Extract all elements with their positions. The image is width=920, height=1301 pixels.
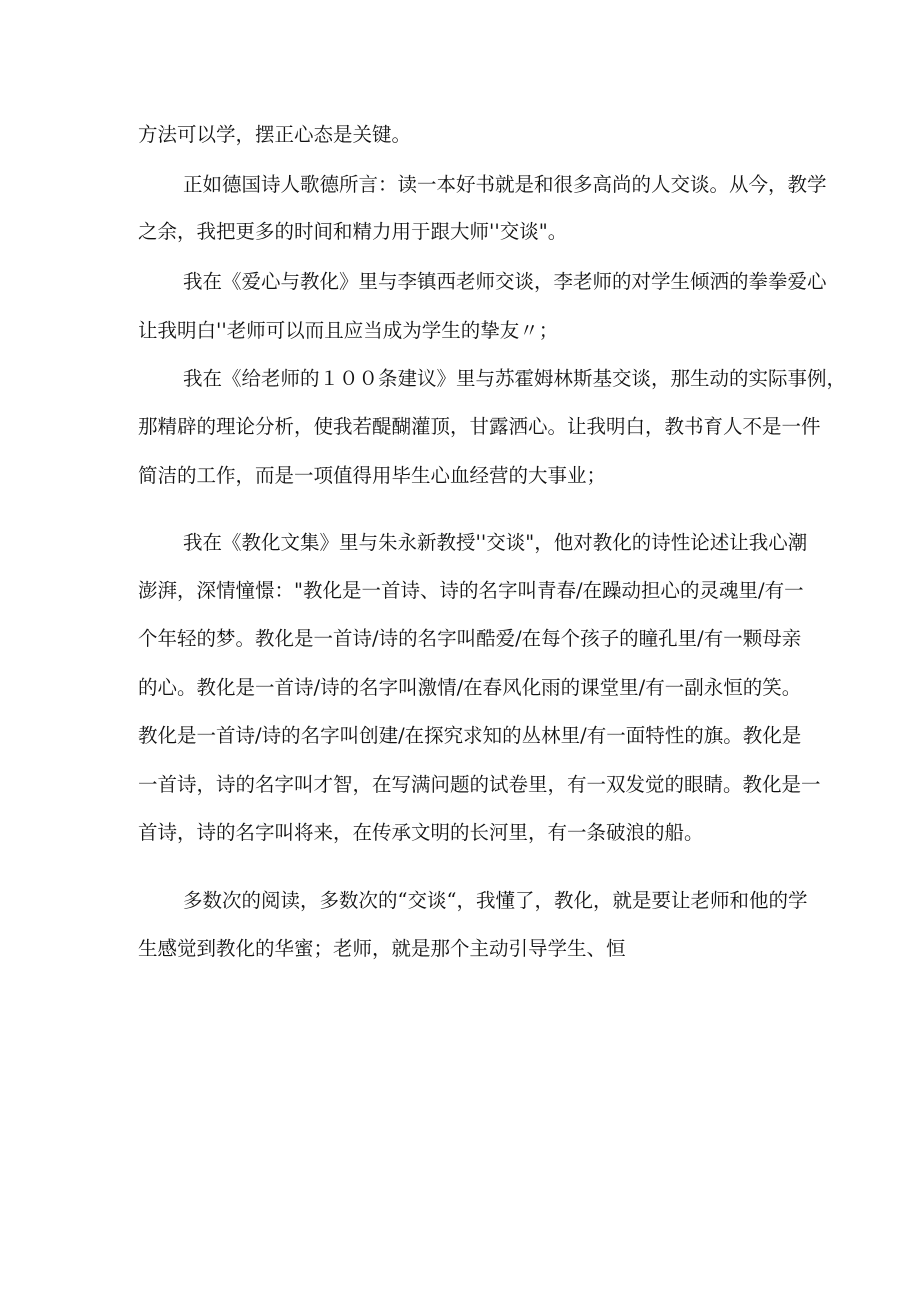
text-line-1: 方法可以学，摆正心态是关键。 [138, 123, 412, 146]
text-line-17: 生感觉到教化的华蜜；老师，就是那个主动引导学生、恒 [138, 937, 626, 960]
text-line-5: 让我明白''老师可以而且应当成为学生的挚友〃； [138, 319, 559, 342]
text-line-8: 简洁的工作，而是一项值得用毕生心血经营的大事业； [138, 464, 607, 487]
text-line-16: 多数次的阅读，多数次的“交谈“，我懂了，教化，就是要让老师和他的学 [183, 889, 808, 912]
text-line-6: 我在《给老师的１００条建议》里与苏霍姆林斯基交谈，那生动的实际事例， [183, 367, 847, 390]
text-line-3: 之余，我把更多的时间和精力用于跟大师''交谈"。 [138, 220, 568, 243]
text-line-13: 教化是一首诗/诗的名字叫创建/在探究求知的丛林里/有一面特性的旗。教化是 [138, 724, 802, 747]
text-line-15: 首诗，诗的名字叫将来，在传承文明的长河里，有一条破浪的船。 [138, 821, 704, 844]
text-line-7: 那精辟的理论分析，使我若醍醐灌顶，甘露洒心。让我明白，教书育人不是一件 [138, 415, 821, 438]
text-line-11: 个年轻的梦。教化是一首诗/诗的名字叫酷爱/在每个孩子的瞳孔里/有一颗母亲 [138, 627, 802, 650]
text-line-12: 的心。教化是一首诗/诗的名字叫激情/在春风化雨的课堂里/有一副永恒的笑。 [138, 676, 802, 699]
text-line-4: 我在《爱心与教化》里与李镇西老师交谈，李老师的对学生倾洒的拳拳爱心 [183, 270, 827, 293]
text-line-14: 一首诗，诗的名字叫才智，在写满问题的试卷里，有一双发觉的眼睛。教化是一 [138, 773, 821, 796]
text-line-10: 澎湃，深情憧憬："教化是一首诗、诗的名字叫青春/在躁动担心的灵魂里/有一 [138, 579, 804, 602]
text-line-9: 我在《教化文集》里与朱永新教授''交谈"，他对教化的诗性论述让我心潮 [183, 531, 808, 554]
text-line-2: 正如德国诗人歌德所言：读一本好书就是和很多高尚的人交谈。从今，教学 [183, 173, 827, 196]
